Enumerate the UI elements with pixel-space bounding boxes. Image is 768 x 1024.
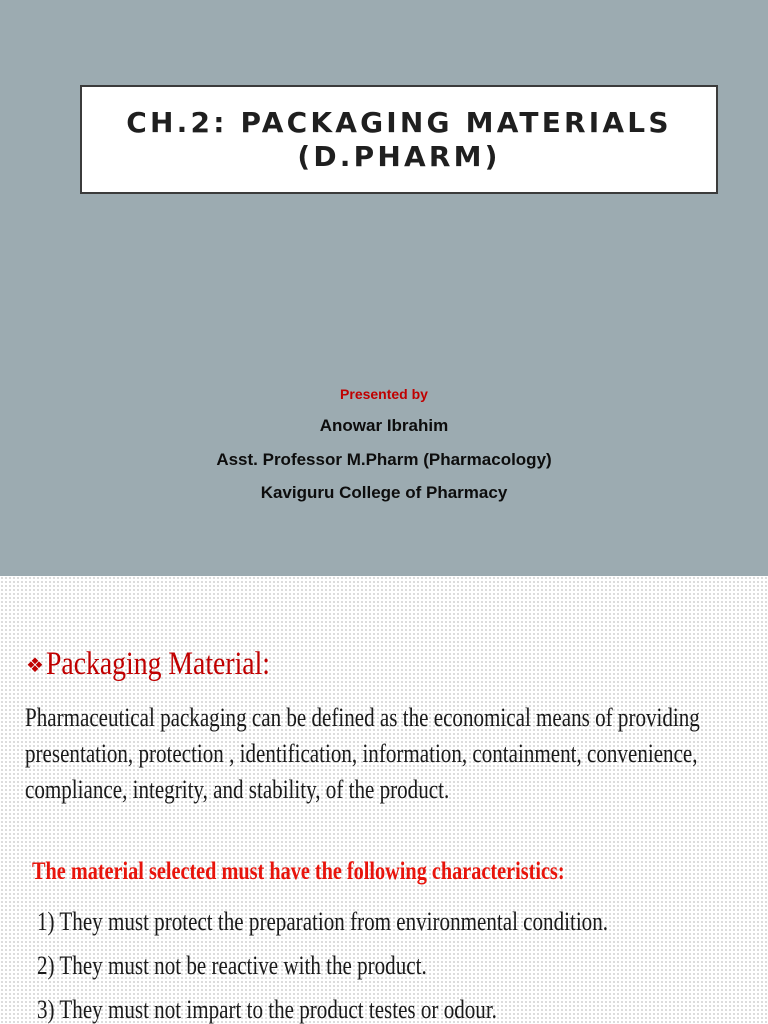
section-heading	[26, 646, 313, 683]
definition-line: presentation, protection , identification, information, containment, convenience,	[25, 739, 698, 768]
characteristics-list	[37, 900, 766, 1024]
title-box	[80, 85, 718, 194]
presenter-college: Kaviguru College of Pharmacy	[260, 483, 508, 502]
list-item: 3) They must not impart to the product testes or odour.	[37, 995, 497, 1024]
list-item: 2) They must not be reactive with the product.	[37, 951, 427, 980]
definition-line: compliance, integrity, and stability, of the product.	[25, 775, 450, 804]
content-slide	[0, 576, 768, 1024]
characteristics-heading: The material selected must have the following characteristics:	[32, 858, 565, 885]
list-item: 1) They must protect the preparation from environmental condition.	[37, 907, 608, 936]
definition-paragraph	[25, 700, 754, 808]
title-line-2: (D.PHARM)	[297, 139, 501, 173]
section-heading-text: Packaging Material:	[45, 646, 270, 682]
diamond-bullet-icon: ❖	[26, 652, 44, 677]
presenter-name: Anowar Ibrahim	[319, 416, 449, 435]
title-line-1: CH.2: PACKAGING MATERIALS	[126, 105, 672, 139]
presented-by-label: Presented by	[340, 386, 428, 402]
presenter-title: Asst. Professor M.Pharm (Pharmacology)	[216, 450, 552, 469]
definition-line: Pharmaceutical packaging can be defined as the economical means of providing	[25, 703, 700, 732]
